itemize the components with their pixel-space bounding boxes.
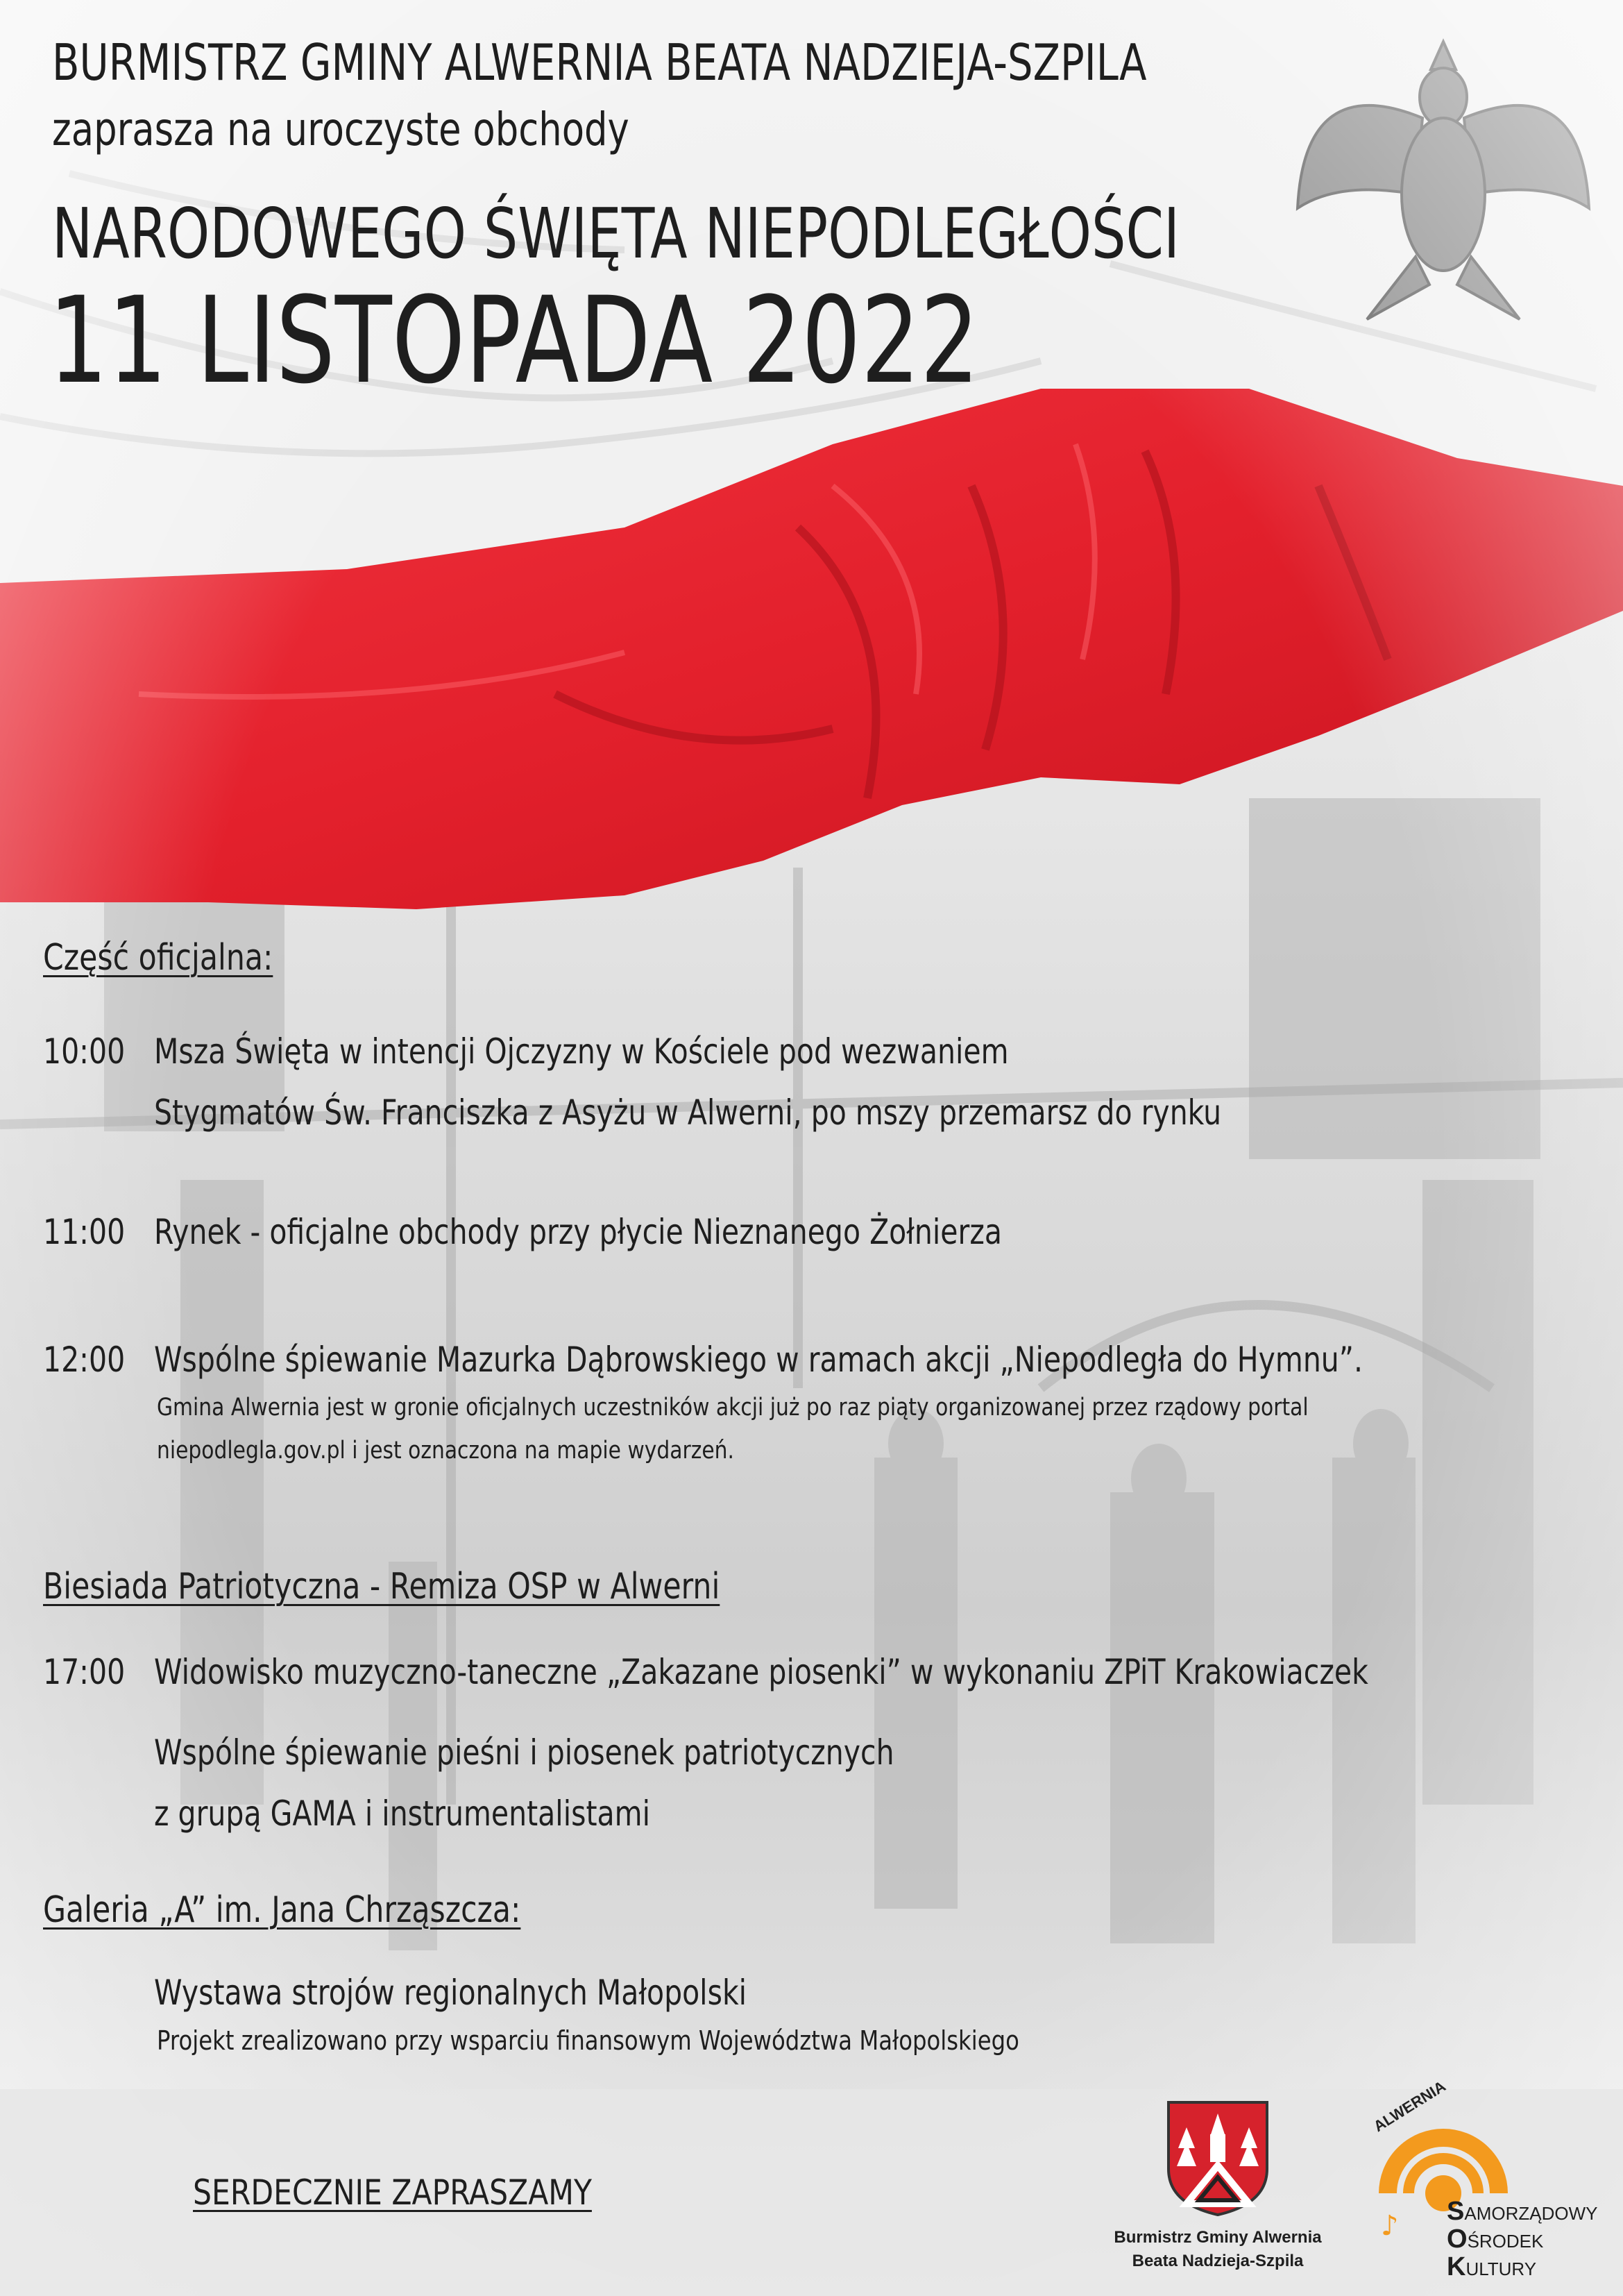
item-1100-line-1: Rynek - oficjalne obchody przy płycie Nieznanego Żołnierza bbox=[154, 1212, 1002, 1252]
item-1000-line-1: Msza Święta w intencji Ojczyzny w Kościele pod wezwaniem bbox=[154, 1031, 1009, 1072]
closing-invite: SERDECZNIE ZAPRASZAMY bbox=[193, 2172, 592, 2213]
arms-caption-1: Burmistrz Gminy Alwernia bbox=[1114, 2228, 1322, 2247]
official-heading: Część oficjalna: bbox=[43, 937, 273, 979]
feast-line-1: Widowisko muzyczno-taneczne „Zakazane piosenki” w wykonaniu ZPiT Krakowiaczek bbox=[154, 1652, 1368, 1692]
svg-text:♪: ♪ bbox=[1381, 2210, 1399, 2242]
item-1200-note-1: Gmina Alwernia jest w gronie oficjalnych uczestników akcji już po raz piąty organizowanej przez rządowy portal bbox=[157, 1394, 1309, 1421]
item-1200-note-2: niepodlegla.gov.pl i jest oznaczona na mapie wydarzeń. bbox=[157, 1437, 734, 1464]
organizer-line: BURMISTRZ GMINY ALWERNIA BEATA NADZIEJA-SZPILA bbox=[52, 33, 1147, 92]
time-1000: 10:00 bbox=[43, 1031, 126, 1072]
sok-arc-label: ALWERNIA bbox=[1370, 2077, 1449, 2136]
event-date: 11 LISTOPADA 2022 bbox=[49, 271, 980, 410]
feast-line-3: z grupą GAMA i instrumentalistami bbox=[154, 1793, 650, 1834]
invite-line: zaprasza na uroczyste obchody bbox=[52, 103, 629, 156]
gallery-line: Wystawa strojów regionalnych Małopolski bbox=[154, 1973, 747, 2013]
time-1200: 12:00 bbox=[43, 1340, 126, 1380]
item-1000-line-2: Stygmatów Św. Franciszka z Asyżu w Alwerni, po mszy przemarsz do rynku bbox=[154, 1092, 1222, 1133]
sok-word-o: ŚRODEK bbox=[1467, 2231, 1544, 2252]
feast-line-2: Wspólne śpiewanie pieśni i piosenek patriotycznych bbox=[154, 1732, 894, 1773]
sok-letter-s: S bbox=[1447, 2197, 1465, 2226]
alwernia-coat-of-arms bbox=[1166, 2100, 1270, 2218]
sok-word-k: ULTURY bbox=[1465, 2259, 1537, 2279]
sok-line-o bbox=[1447, 2225, 1543, 2254]
sok-line-s bbox=[1447, 2197, 1597, 2227]
sok-line-k bbox=[1447, 2252, 1536, 2282]
sok-word-s: AMORZĄDOWY bbox=[1464, 2203, 1598, 2224]
sok-letter-k: K bbox=[1447, 2252, 1466, 2281]
event-title: NARODOWEGO ŚWIĘTA NIEPODLEGŁOŚCI bbox=[52, 193, 1180, 274]
arms-caption-2: Beata Nadzieja-Szpila bbox=[1132, 2252, 1304, 2270]
sok-letter-o: O bbox=[1447, 2225, 1468, 2254]
time-1100: 11:00 bbox=[43, 1212, 126, 1252]
time-1700: 17:00 bbox=[43, 1652, 126, 1692]
item-1200-line-1: Wspólne śpiewanie Mazurka Dąbrowskiego w ramach akcji „Niepodległa do Hymnu”. bbox=[154, 1340, 1363, 1380]
gallery-note: Projekt zrealizowano przy wsparciu finansowym Województwa Małopolskiego bbox=[157, 2025, 1019, 2056]
feast-heading: Biesiada Patriotyczna - Remiza OSP w Alwerni bbox=[43, 1566, 720, 1607]
gallery-heading: Galeria „A” im. Jana Chrząszcza: bbox=[43, 1889, 521, 1931]
